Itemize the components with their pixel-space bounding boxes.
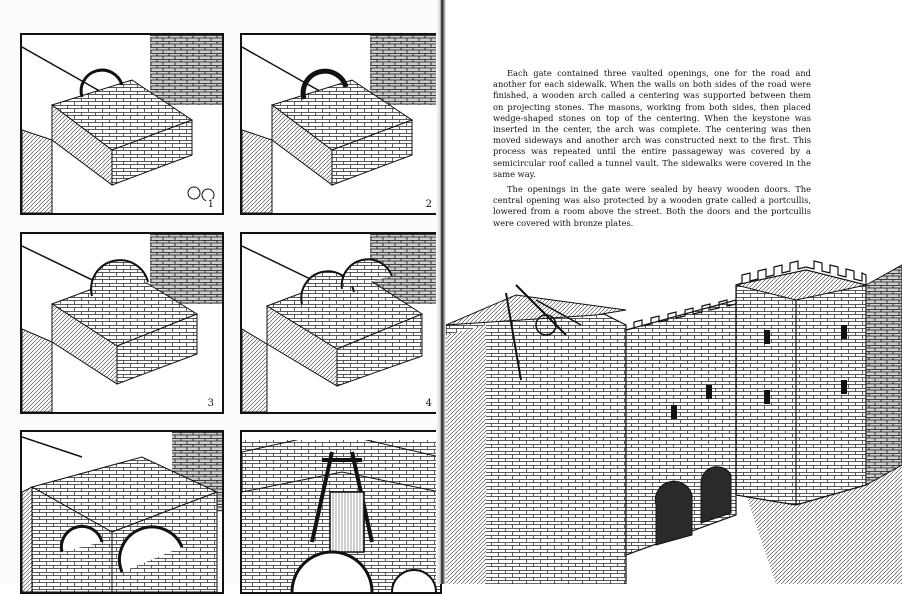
body-text — [493, 68, 811, 233]
panel-number: 2 — [425, 199, 432, 210]
paragraph-1: Each gate contained three vaulted openings, one for the road and another for each sidewalk. When the walls on both sides of the road were finished, a wooden arch called a centering was supported between them on projecting stones. The masons, working from both sides, then placed wedge-shaped stones on top of the centering. When the keystone was inserted in the center, the arch was complete. The centering was then moved sideways and another arch was constructed next to the first. This process was repeated until the entire passageway was covered by a semicircular roof called a tunnel vault. The sidewalks were covered in the same way. — [493, 68, 811, 179]
illustration-panel-6 — [240, 430, 442, 594]
panel-number: 3 — [207, 398, 214, 409]
panel-number: 4 — [425, 398, 432, 409]
book-gutter — [436, 0, 446, 584]
illustration-panel-1 — [20, 33, 224, 215]
gate-illustration — [446, 255, 902, 588]
paragraph-2: The openings in the gate were sealed by heavy wooden doors. The central opening was also protected by a wooden grate called a portcullis, lowered from a room above the street. Both the doors and the portcullis were covered with bronze plates. — [493, 184, 811, 228]
left-page — [0, 0, 440, 584]
illustration-panel-4 — [240, 232, 442, 414]
illustration-panel-3 — [20, 232, 224, 414]
panel-number: 1 — [207, 199, 214, 210]
right-page — [446, 0, 902, 584]
illustration-panel-5 — [20, 430, 224, 594]
illustration-panel-2 — [240, 33, 442, 215]
